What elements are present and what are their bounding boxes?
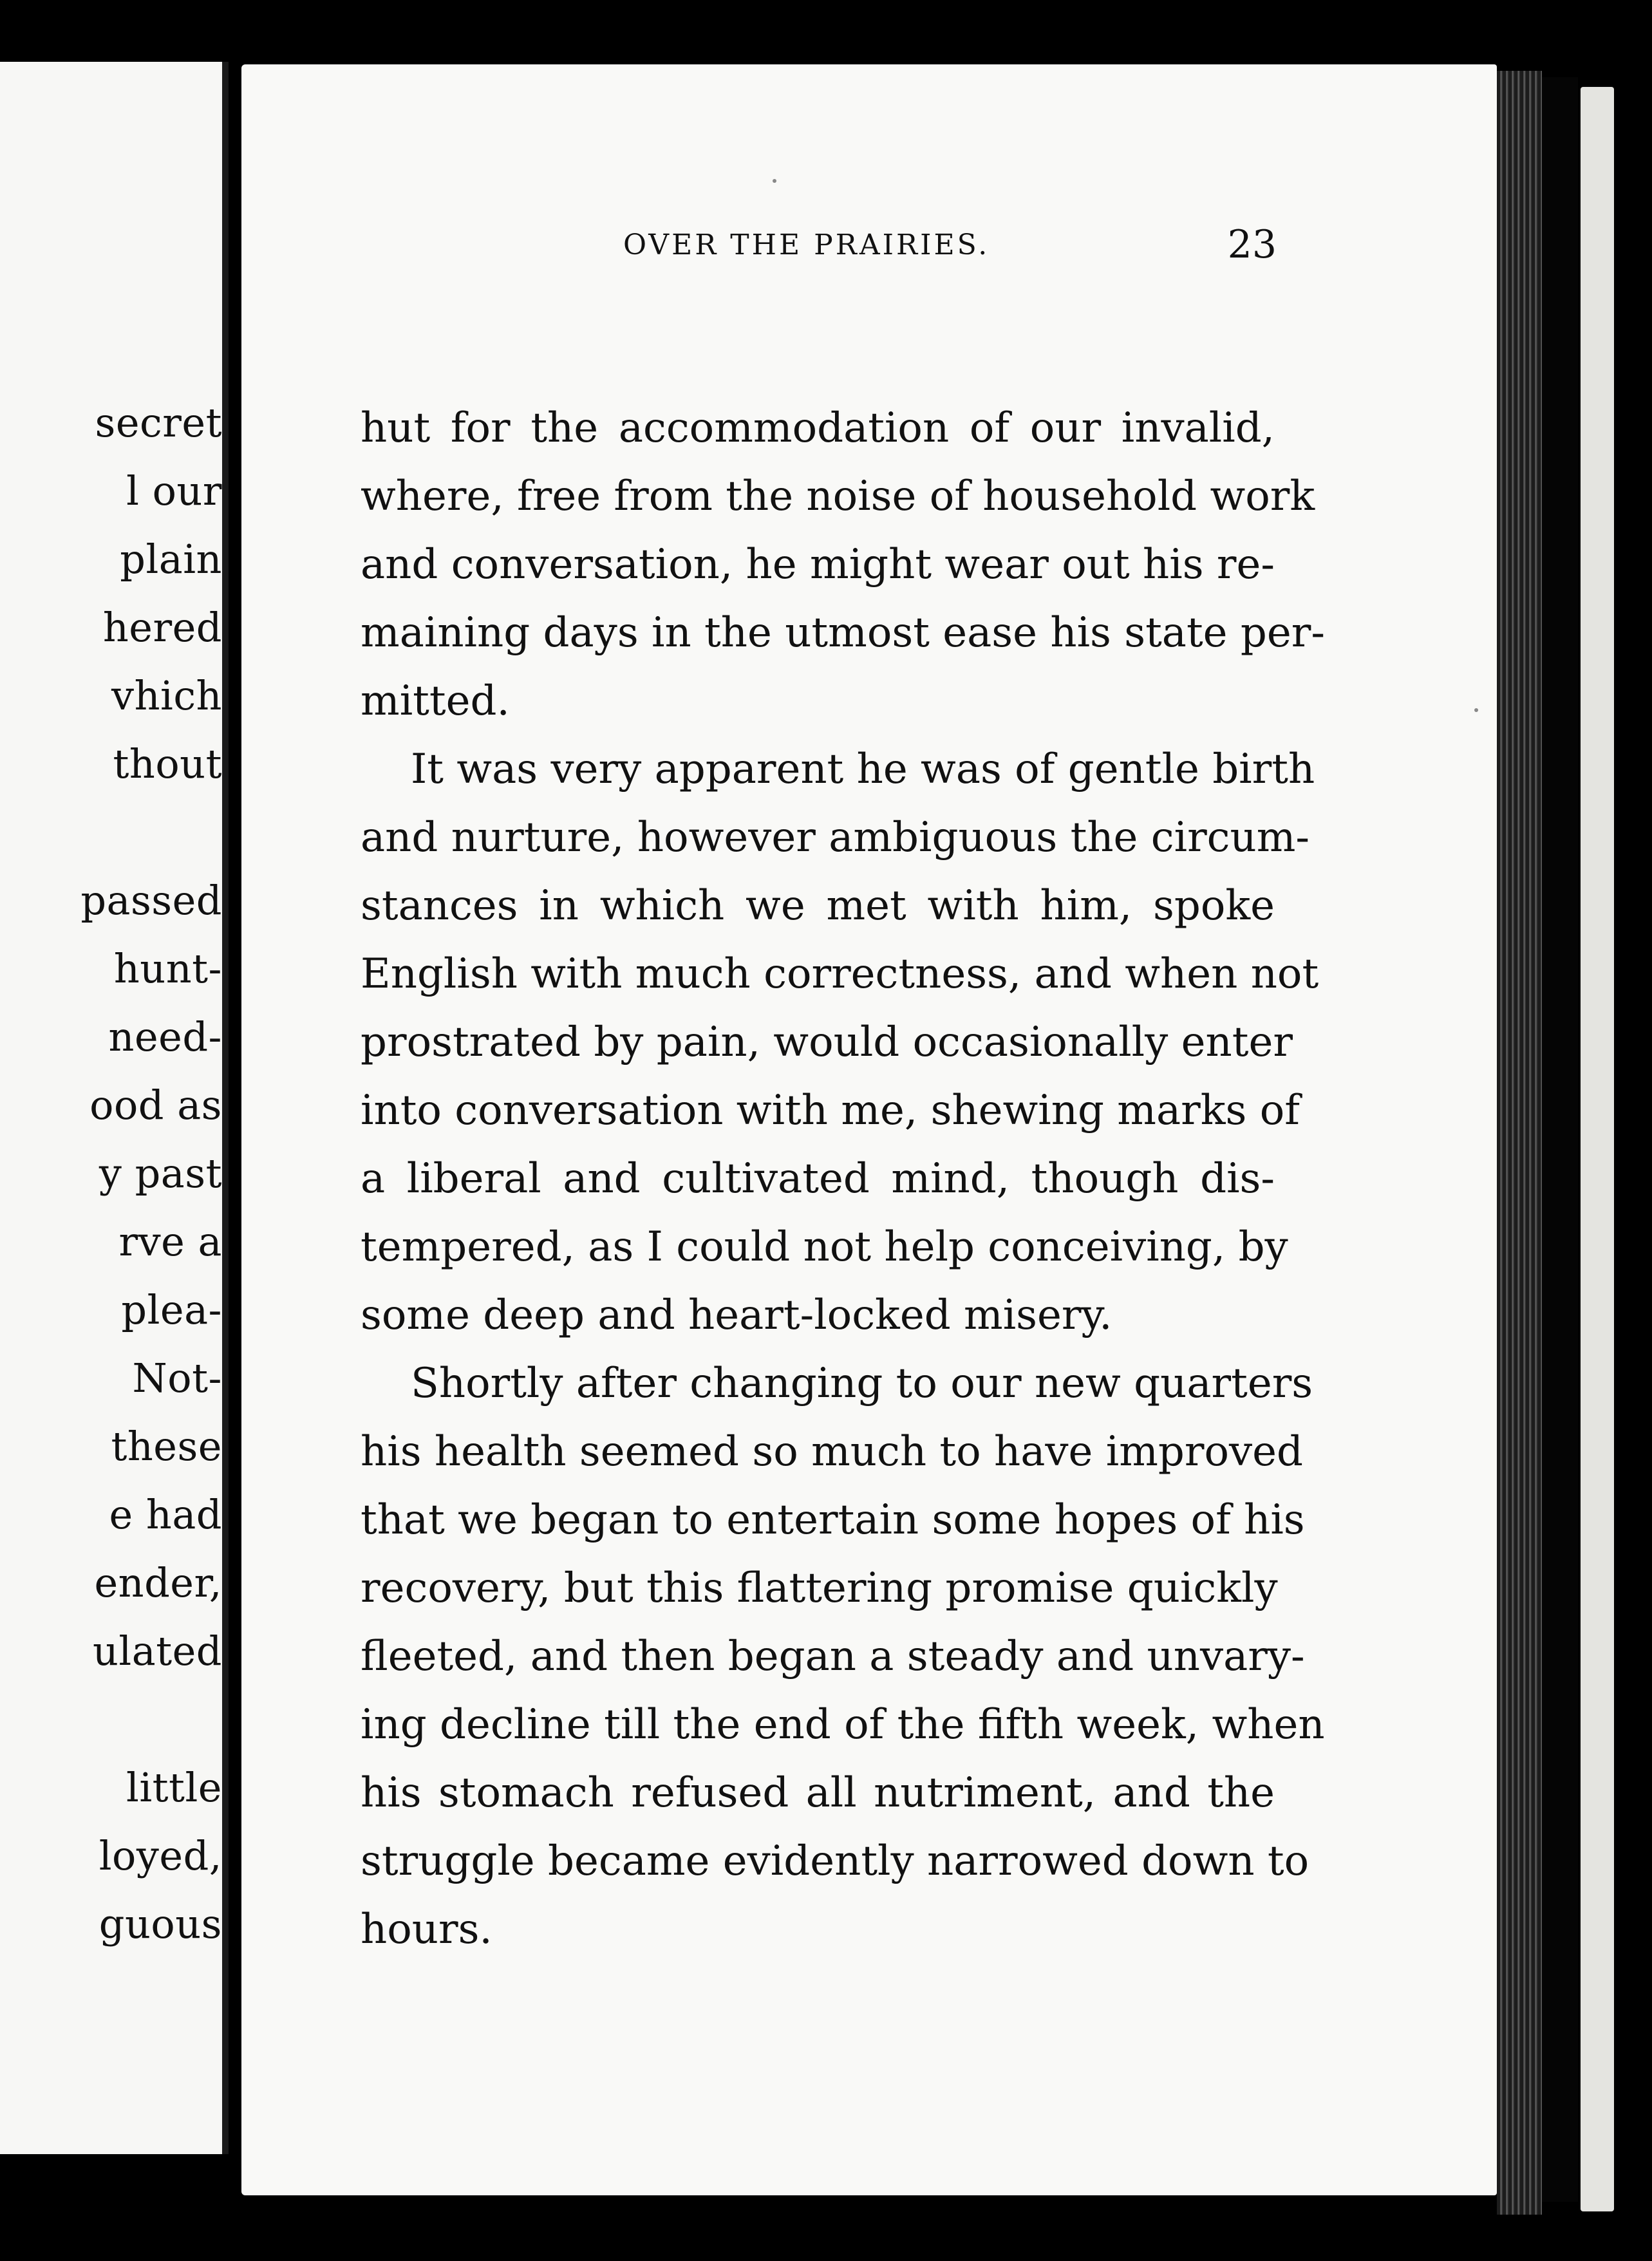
text-line: mitted. <box>361 677 510 725</box>
text-line: that we began to entertain some hopes of his <box>361 1496 1305 1544</box>
text-line: hours. <box>361 1906 493 1953</box>
text-line: English with much correctness, and when not <box>361 950 1319 998</box>
left-page-line: hered <box>102 604 222 651</box>
text-line: stances in which we met with him, spoke <box>361 882 1275 930</box>
left-page-line: ender, <box>94 1559 222 1606</box>
left-page-line: thout <box>113 740 222 787</box>
text-line: maining days in the utmost ease his state per- <box>361 609 1325 657</box>
left-page-line: secret <box>95 399 222 446</box>
left-page-line: plea- <box>121 1286 222 1333</box>
left-page-line: these <box>111 1423 222 1470</box>
left-page-line: little <box>126 1764 222 1811</box>
left-page-line: y past <box>99 1150 222 1197</box>
left-page-line: Not- <box>132 1355 222 1402</box>
paper-speck <box>773 179 776 183</box>
paragraph-first-line: It was very apparent he was of gentle birth <box>411 746 1315 793</box>
running-head <box>382 222 1277 267</box>
text-line: hut for the accommodation of our invalid, <box>361 404 1275 452</box>
left-page-line: loyed, <box>99 1832 222 1879</box>
left-page-line: need- <box>108 1013 222 1060</box>
text-line: and nurture, however ambiguous the circum- <box>361 814 1310 861</box>
text-line: some deep and heart-locked misery. <box>361 1291 1112 1339</box>
left-page-line: vhich <box>111 672 222 719</box>
outer-page-strip <box>1581 87 1614 2211</box>
left-page-line: hunt- <box>113 945 222 992</box>
left-page-line: plain <box>120 536 222 583</box>
text-line: tempered, as I could not help conceiving, by <box>361 1223 1288 1271</box>
text-line: his stomach refused all nutriment, and the <box>361 1769 1275 1817</box>
body-text <box>361 394 1325 1964</box>
text-line: and conversation, he might wear out his re- <box>361 541 1275 588</box>
left-page-line: ood as <box>89 1082 222 1129</box>
previous-page <box>0 62 229 2154</box>
left-page-line: rve a <box>118 1218 222 1265</box>
text-line: his health seemed so much to have improved <box>361 1428 1303 1476</box>
text-line: prostrated by pain, would occasionally enter <box>361 1018 1293 1066</box>
book-cover-edge <box>1542 77 1578 2202</box>
text-line: fleeted, and then began a steady and unvary- <box>361 1633 1305 1680</box>
page-number: 23 <box>1227 222 1277 267</box>
running-title: OVER THE PRAIRIES. <box>623 229 990 261</box>
text-line: recovery, but this flattering promise quickly <box>361 1564 1278 1612</box>
left-page-line: passed <box>80 877 222 924</box>
text-line: struggle became evidently narrowed down to <box>361 1837 1309 1885</box>
paper-speck <box>1474 708 1478 712</box>
text-line: ing decline till the end of the fifth week, when <box>361 1701 1325 1749</box>
paragraph-first-line: Shortly after changing to our new quarters <box>411 1360 1313 1407</box>
text-line: into conversation with me, shewing marks of <box>361 1087 1300 1134</box>
text-line: a liberal and cultivated mind, though dis- <box>361 1155 1275 1203</box>
page-edges <box>1497 71 1542 2215</box>
left-page-line: e had <box>109 1491 222 1538</box>
text-line: where, free from the noise of household work <box>361 473 1315 520</box>
left-page-line: guous <box>99 1900 222 1947</box>
left-page-line: l our <box>126 467 222 514</box>
left-page-line: ulated <box>92 1628 222 1675</box>
